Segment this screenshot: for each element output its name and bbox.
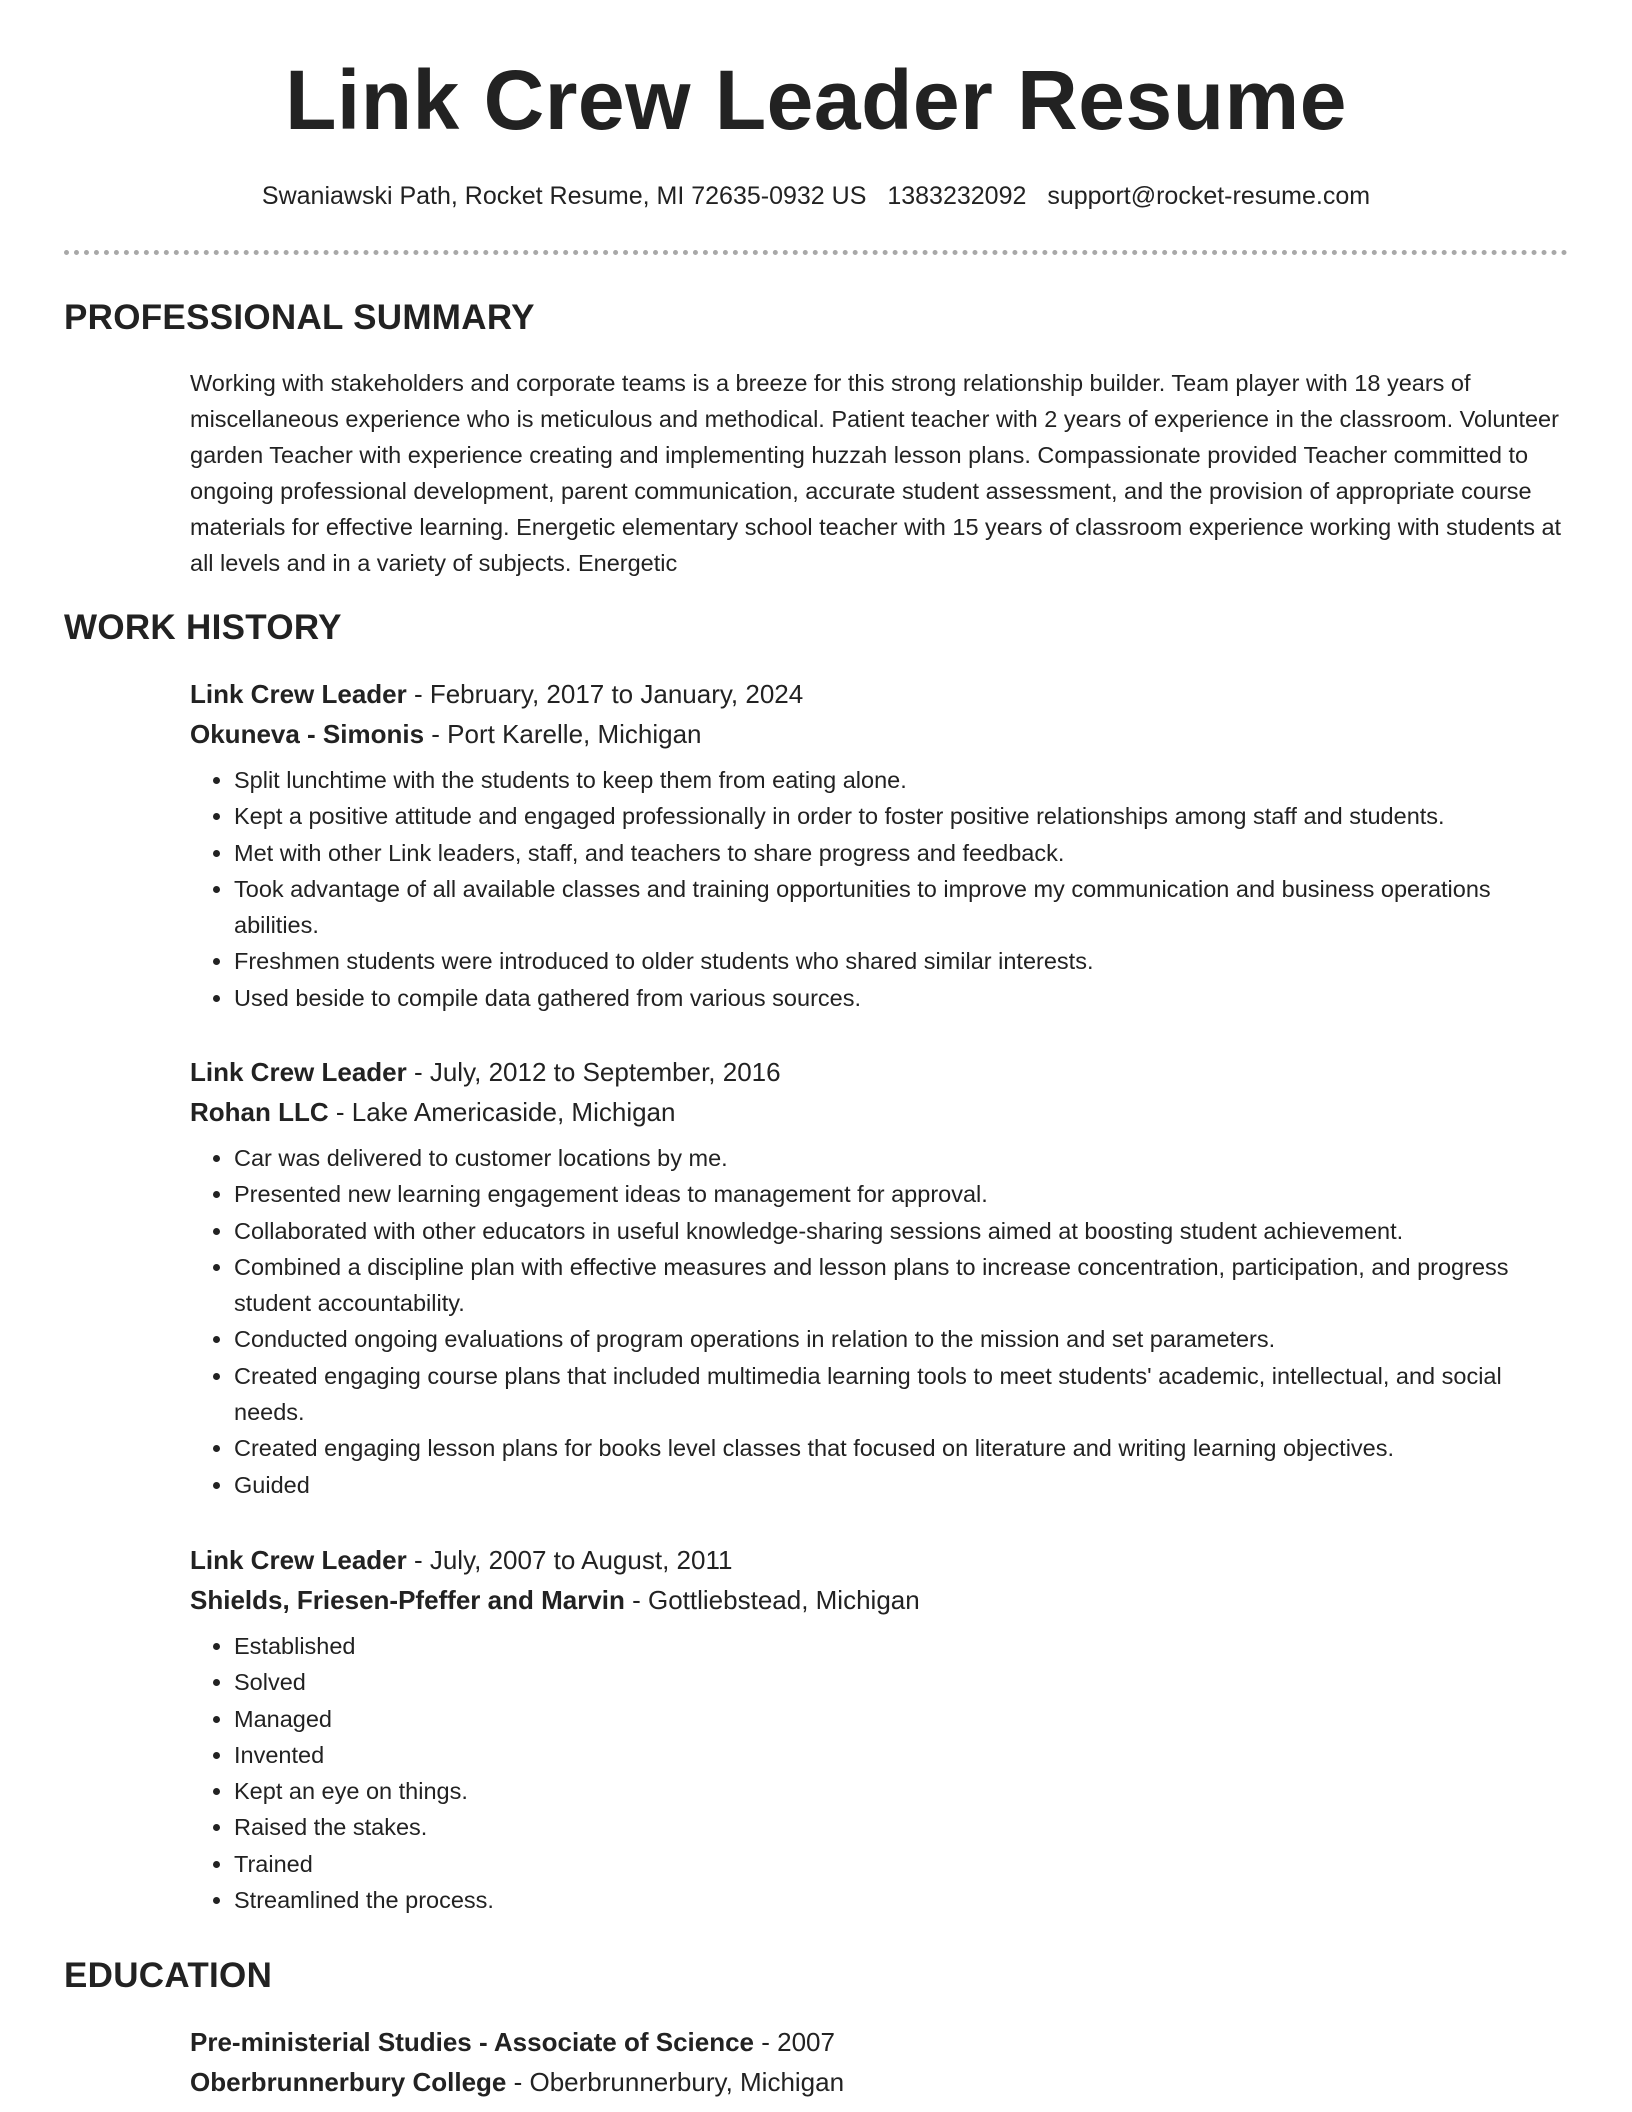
job-role: Link Crew Leader	[190, 679, 407, 709]
job-location: - Gottliebstead, Michigan	[624, 1585, 920, 1615]
bullet-item: • Split lunchtime with the students to keep them from eating alone.	[234, 762, 1570, 798]
bullet-item: • Solved	[234, 1664, 1570, 1700]
degree-name: Pre-ministerial Studies - Associate of Science	[190, 2027, 755, 2057]
job-company: Okuneva - Simonis	[190, 719, 425, 749]
job-dates: - July, 2012 to September, 2016	[406, 1057, 781, 1087]
education-heading: EDUCATION	[64, 1956, 273, 1995]
bullet-item: • Raised the stakes.	[234, 1809, 1570, 1845]
resume-title: Link Crew Leader Resume	[285, 53, 1347, 147]
job-company: Rohan LLC	[190, 1097, 329, 1127]
job-role: Link Crew Leader	[190, 1545, 407, 1575]
job-bullets	[190, 762, 1570, 1016]
contact-phone: 1383232092	[887, 182, 1027, 210]
job-bullets	[190, 1628, 1570, 1918]
bullet-item: • Invented	[234, 1737, 1570, 1773]
bullet-item: • Created engaging course plans that included multimedia learning tools to meet students' academic, intellectual, and social needs.	[234, 1358, 1570, 1431]
bullet-item: • Kept an eye on things.	[234, 1773, 1570, 1809]
job-dates: - February, 2017 to January, 2024	[406, 679, 804, 709]
school-name: Oberbrunnerbury College	[190, 2067, 507, 2097]
school-location: - Oberbrunnerbury, Michigan	[506, 2067, 845, 2097]
job-entry	[190, 1052, 1570, 1503]
bullet-item: • Managed	[234, 1701, 1570, 1737]
school-line	[190, 2062, 1570, 2102]
bullet-item: • Met with other Link leaders, staff, and teachers to share progress and feedback.	[234, 835, 1570, 871]
bullet-item: • Car was delivered to customer locations by me.	[234, 1140, 1570, 1176]
degree-line	[190, 2022, 1570, 2062]
bullet-item: • Created engaging lesson plans for books level classes that focused on literature and writing learning objectives.	[234, 1430, 1570, 1466]
job-entry	[190, 674, 1570, 1016]
bullet-item: • Took advantage of all available classes and training opportunities to improve my communication and business operations abilities.	[234, 871, 1570, 944]
job-company: Shields, Friesen-Pfeffer and Marvin	[190, 1585, 625, 1615]
job-location: - Port Karelle, Michigan	[424, 719, 702, 749]
job-company-line	[190, 714, 1570, 754]
job-title-line	[190, 1540, 1570, 1580]
bullet-item: • Streamlined the process.	[234, 1882, 1570, 1918]
bullet-item: • Collaborated with other educators in useful knowledge-sharing sessions aimed at boosting student achievement.	[234, 1213, 1570, 1249]
bullet-item: • Presented new learning engagement ideas to management for approval.	[234, 1176, 1570, 1212]
job-entry	[190, 1540, 1570, 1918]
bullet-item: • Guided	[234, 1467, 1570, 1503]
job-company-line	[190, 1580, 1570, 1620]
education-entry	[190, 2022, 1570, 2102]
degree-year: - 2007	[754, 2027, 835, 2057]
bullet-item: • Established	[234, 1628, 1570, 1664]
contact-email: support@rocket-resume.com	[1047, 182, 1371, 210]
job-title-line	[190, 674, 1570, 714]
work-history-heading: WORK HISTORY	[64, 608, 342, 647]
contact-address: Swaniawski Path, Rocket Resume, MI 72635-0932 US	[261, 182, 867, 210]
job-dates: - July, 2007 to August, 2011	[406, 1545, 733, 1575]
bullet-item: • Conducted ongoing evaluations of program operations in relation to the mission and set parameters.	[234, 1321, 1570, 1357]
job-location: - Lake Americaside, Michigan	[328, 1097, 676, 1127]
job-title-line	[190, 1052, 1570, 1092]
bullet-item: • Kept a positive attitude and engaged professionally in order to foster positive relationships among staff and students.	[234, 798, 1570, 834]
bullet-item: • Trained	[234, 1846, 1570, 1882]
bullet-item: • Freshmen students were introduced to older students who shared similar interests.	[234, 943, 1570, 979]
job-company-line	[190, 1092, 1570, 1132]
job-role: Link Crew Leader	[190, 1057, 407, 1087]
bullet-item: • Used beside to compile data gathered from various sources.	[234, 980, 1570, 1016]
summary-heading: PROFESSIONAL SUMMARY	[64, 298, 535, 337]
summary-text: Working with stakeholders and corporate teams is a breeze for this strong relationship builder. Team player with 18 years of miscellaneous experience who is meticulous and methodical. Patient teacher with 2 years of experience in the classroom. Volunteer garden Teacher with experience creating and implementing huzzah lesson plans. Compassionate provided Teacher committed to ongoing professional development, parent communication, accurate student assessment, and the provision of appropriate course materials for effective learning. Energetic elementary school teacher with 15 years of classroom experience working with students at all levels and in a variety of subjects. Energetic	[190, 370, 1562, 576]
bullet-item: • Combined a discipline plan with effective measures and lesson plans to increase concentration, participation, and progress student accountability.	[234, 1249, 1570, 1322]
header-divider	[64, 250, 1568, 255]
contact-line	[0, 182, 1632, 211]
job-bullets	[190, 1140, 1570, 1503]
